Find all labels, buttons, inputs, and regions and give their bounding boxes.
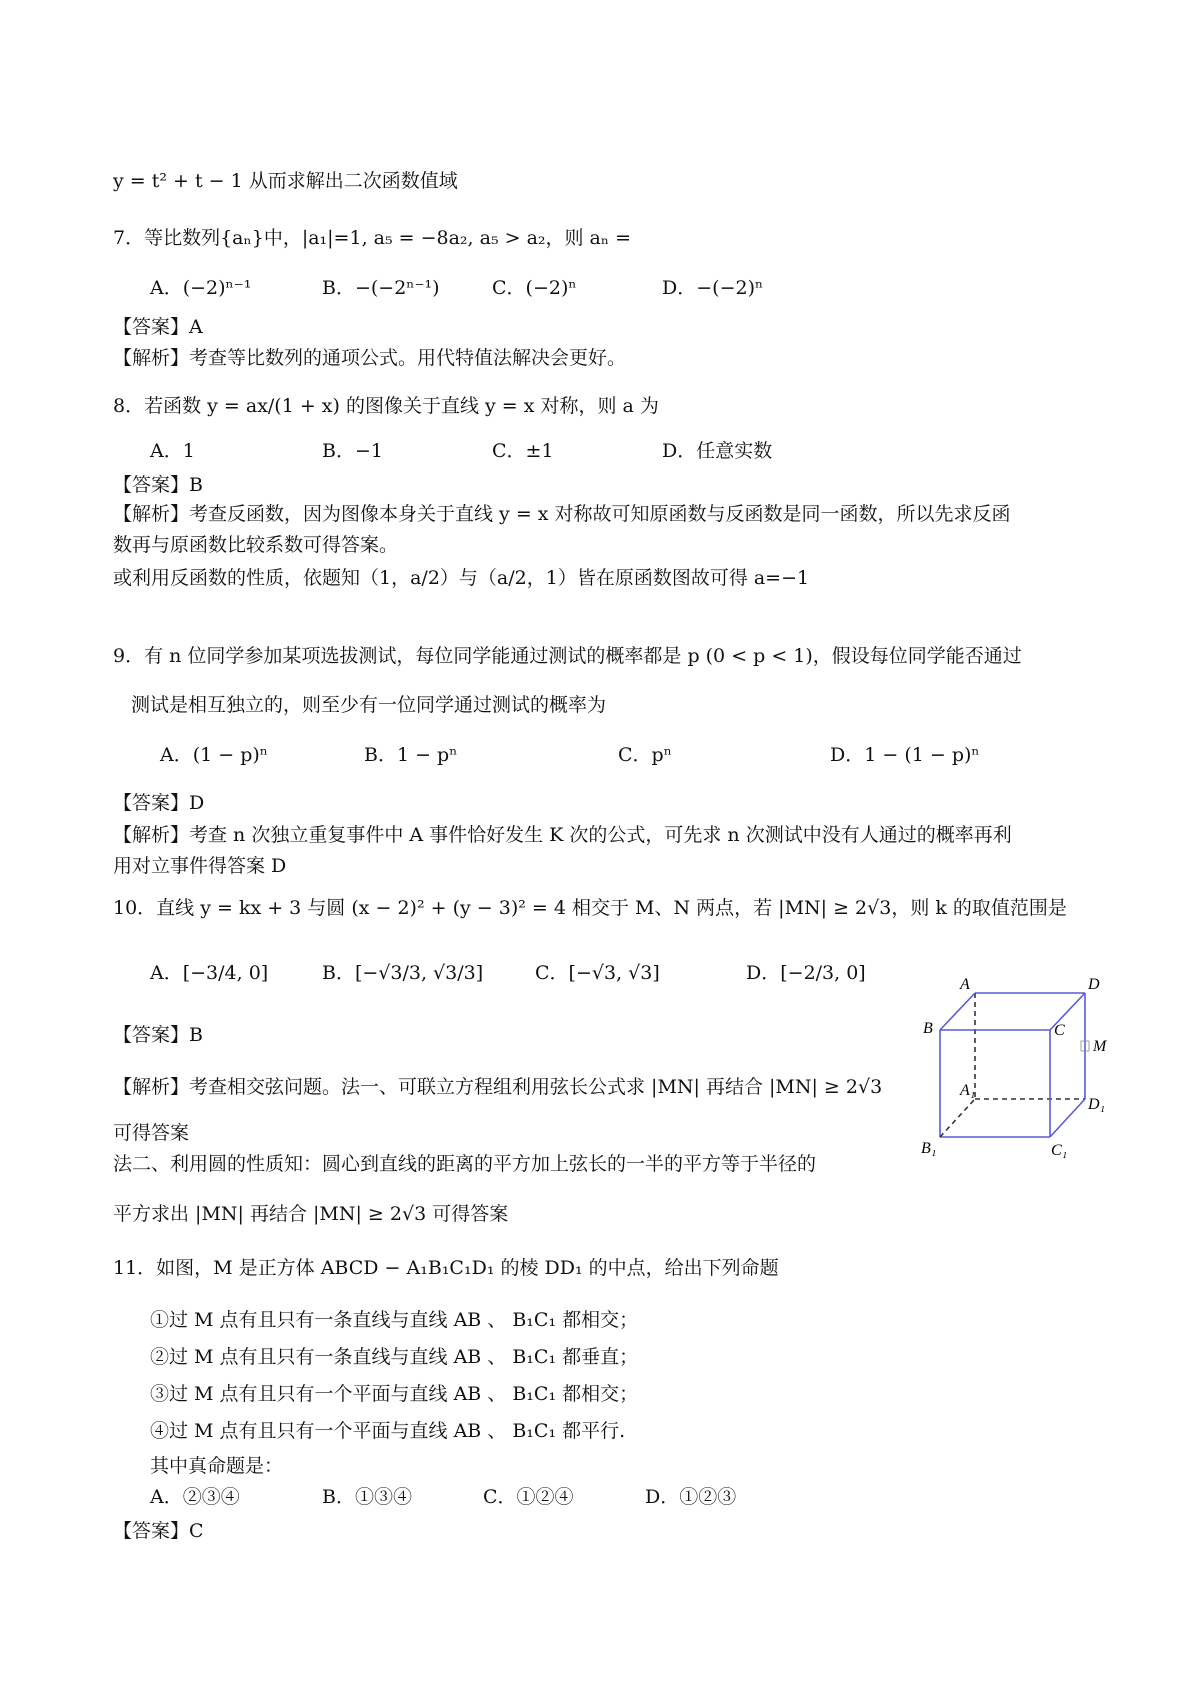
q11-stem: 11．如图，M 是正方体 ABCD − A₁B₁C₁D₁ 的棱 DD₁ 的中点，给出下列命题	[113, 1257, 779, 1279]
q8-analysis-3: 或利用反函数的性质，依题知（1，a/2）与（a/2，1）皆在原函数图故可得 a=−1	[113, 567, 810, 589]
q7-option-d: D．−(−2)ⁿ	[662, 277, 764, 299]
edge-ab	[940, 993, 975, 1030]
label-d: D	[1088, 976, 1100, 993]
q10-option-c: C．[−√3, √3]	[535, 962, 660, 984]
q8-analysis-1: 【解析】考查反函数，因为图像本身关于直线 y = x 对称故可知原函数与反函数是同一函数，所以先求反函	[113, 503, 1011, 525]
q8-option-a: A．1	[150, 440, 195, 462]
label-b1: B₁	[921, 1140, 937, 1157]
label-a: A	[960, 976, 970, 993]
edge-c1d1	[1050, 1099, 1085, 1137]
q9-option-d: D．1 − (1 − p)ⁿ	[830, 744, 980, 766]
q8-analysis-2: 数再与原函数比较系数可得答案。	[113, 534, 399, 556]
q11-option-c: C．①②④	[483, 1486, 574, 1508]
q11-option-b: B．①③④	[322, 1486, 412, 1508]
label-c: C	[1054, 1022, 1065, 1039]
q10-analysis-3: 法二、利用圆的性质知：圆心到直线的距离的平方加上弦长的一半的平方等于半径的	[113, 1153, 817, 1175]
q8-option-c: C．±1	[492, 440, 554, 462]
cube-edges	[940, 993, 1085, 1137]
q8-option-d: D．任意实数	[662, 440, 773, 462]
q9-answer: 【答案】D	[113, 792, 205, 814]
q9-stem-1: 9．有 n 位同学参加某项选拔测试，每位同学能通过测试的概率都是 p (0 < p < 1)，假设每位同学能否通过	[113, 645, 1022, 667]
q11-option-a: A．②③④	[150, 1486, 240, 1508]
q10-option-b: B．[−√3/3, √3/3]	[322, 962, 484, 984]
q9-analysis-1: 【解析】考查 n 次独立重复事件中 A 事件恰好发生 K 次的公式，可先求 n 次测试中没有人通过的概率再利	[113, 824, 1012, 846]
q10-analysis-2: 可得答案	[113, 1122, 190, 1144]
q10-analysis-1: 【解析】考查相交弦问题。法一、可联立方程组利用弦长公式求 |MN| 再结合 |MN| ≥ 2√3	[113, 1076, 883, 1098]
q9-option-c: C．pⁿ	[618, 744, 672, 766]
cube-figure	[905, 975, 1107, 1185]
q7-option-b: B．−(−2ⁿ⁻¹)	[322, 277, 440, 299]
q11-conclusion: 其中真命题是：	[150, 1455, 284, 1477]
label-a1: A₁	[960, 1082, 976, 1099]
q11-prop-4: ④过 M 点有且只有一个平面与直线 AB 、 B₁C₁ 都平行.	[150, 1420, 626, 1442]
q9-option-b: B．1 − pⁿ	[364, 744, 458, 766]
q7-stem: 7．等比数列{aₙ}中，|a₁|=1, a₅ = −8a₂, a₅ > a₂，则 aₙ =	[113, 227, 632, 249]
label-d1: D₁	[1088, 1096, 1106, 1113]
edge-a1b1	[940, 1099, 975, 1137]
q9-option-a: A．(1 − p)ⁿ	[160, 744, 269, 766]
q11-option-d: D．①②③	[645, 1486, 737, 1508]
q10-option-d: D．[−2/3, 0]	[746, 962, 866, 984]
q11-prop-3: ③过 M 点有且只有一个平面与直线 AB 、 B₁C₁ 都相交；	[150, 1383, 639, 1405]
q7-analysis: 【解析】考查等比数列的通项公式。用代特值法解决会更好。	[113, 347, 627, 369]
q11-answer: 【答案】C	[113, 1520, 204, 1542]
q7-option-a: A．(−2)ⁿ⁻¹	[150, 277, 252, 299]
q7-option-c: C．(−2)ⁿ	[492, 277, 577, 299]
q9-stem-2: 测试是相互独立的，则至少有一位同学通过测试的概率为	[131, 694, 607, 716]
intro-line: y = t² + t − 1 从而求解出二次函数值域	[113, 170, 458, 192]
q9-analysis-2: 用对立事件得答案 D	[113, 855, 287, 877]
q11-prop-2: ②过 M 点有且只有一条直线与直线 AB 、 B₁C₁ 都垂直；	[150, 1346, 639, 1368]
q11-prop-1: ①过 M 点有且只有一条直线与直线 AB 、 B₁C₁ 都相交；	[150, 1309, 639, 1331]
q8-stem: 8．若函数 y = ax/(1 + x) 的图像关于直线 y = x 对称，则 a 为	[113, 395, 659, 417]
q8-option-b: B．−1	[322, 440, 383, 462]
q8-answer: 【答案】B	[113, 474, 203, 496]
label-m: M	[1093, 1038, 1107, 1055]
q7-answer: 【答案】A	[113, 316, 203, 338]
q10-stem: 10．直线 y = kx + 3 与圆 (x − 2)² + (y − 3)² = 4 相交于 M、N 两点，若 |MN| ≥ 2√3，则 k 的取值范围是	[113, 897, 1067, 919]
q10-option-a: A．[−3/4, 0]	[150, 962, 269, 984]
label-b: B	[923, 1020, 933, 1037]
label-c1: C₁	[1051, 1142, 1068, 1159]
q10-answer: 【答案】B	[113, 1024, 203, 1046]
q10-analysis-4: 平方求出 |MN| 再结合 |MN| ≥ 2√3 可得答案	[113, 1203, 509, 1225]
